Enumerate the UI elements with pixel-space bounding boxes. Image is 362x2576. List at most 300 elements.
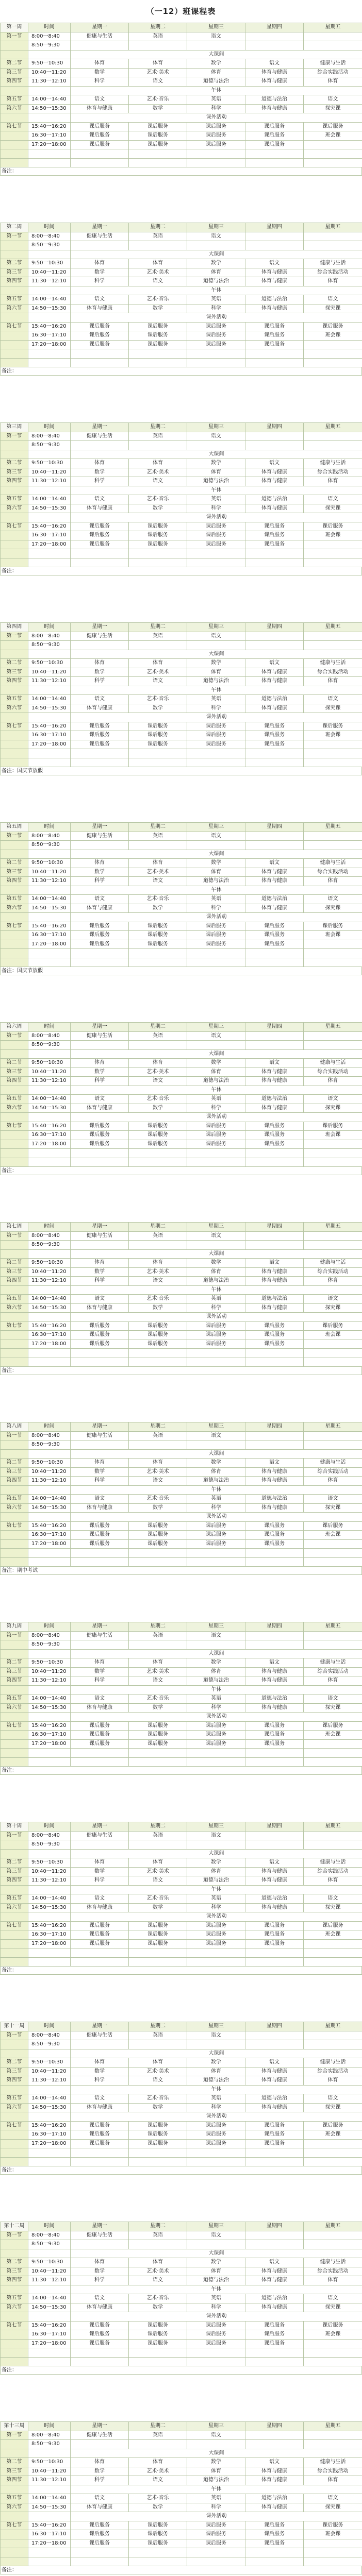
time-cell — [28, 286, 71, 295]
column-header: 星期四 — [245, 223, 304, 232]
period-cell — [1, 1539, 28, 1549]
subject-cell: 数学 — [129, 1703, 187, 1713]
empty-cell — [187, 1349, 245, 1358]
empty-cell — [187, 1158, 245, 1167]
subject-cell: 科学 — [71, 277, 129, 286]
week-label: 第十三周 — [1, 2422, 28, 2431]
time-cell: 8:50一9:30 — [28, 241, 71, 250]
subject-cell: 课后服务 — [245, 740, 304, 749]
empty-cell — [28, 558, 71, 567]
time-cell — [28, 1449, 71, 1459]
subject-cell: 语文 — [129, 277, 187, 286]
week-note: 备注： — [0, 167, 362, 176]
subject-cell: 班会课 — [304, 1531, 362, 1540]
subject-cell: 语文 — [187, 1831, 245, 1840]
subject-cell: 体育与健康 — [245, 2103, 304, 2112]
subject-cell: 课后服务 — [129, 131, 187, 141]
empty-cell — [304, 1349, 362, 1358]
period-cell: 第三节 — [1, 2067, 28, 2076]
subject-cell: 健康与生活 — [304, 659, 362, 668]
period-cell — [1, 531, 28, 540]
subject-cell: 健康与生活 — [304, 859, 362, 868]
subject-cell: 课后服务 — [187, 1122, 245, 1131]
subject-cell: 课后服务 — [304, 1122, 362, 1131]
period-cell — [1, 441, 28, 450]
table-row — [1, 1539, 362, 1549]
table-row — [1, 2330, 362, 2340]
empty-cell — [1, 1158, 28, 1167]
empty-cell — [1, 549, 28, 558]
subject-cell: 课后服务 — [187, 2530, 245, 2539]
subject-cell: 课后服务 — [245, 931, 304, 940]
subject-cell: 语文 — [129, 1077, 187, 1086]
subject-cell: 数学 — [129, 704, 187, 713]
subject-cell: 道德与法治 — [187, 1477, 245, 1486]
subject-cell: 课后服务 — [187, 2139, 245, 2148]
subject-cell: 科学 — [187, 2103, 245, 2112]
break-label: 午休 — [71, 1485, 362, 1495]
time-cell: 11:30一12:10 — [28, 277, 71, 286]
column-header: 星期三 — [187, 223, 245, 232]
table-row — [1, 1140, 362, 1149]
subject-cell: 课后服务 — [245, 2330, 304, 2340]
subject-cell — [245, 2231, 304, 2240]
subject-cell: 课后服务 — [129, 1331, 187, 1340]
subject-cell: 课后服务 — [304, 122, 362, 131]
subject-cell: 课后服务 — [304, 2121, 362, 2130]
subject-cell: 道德与法治 — [245, 1095, 304, 1104]
table-row — [1, 1358, 362, 1367]
subject-cell: 班会课 — [304, 531, 362, 540]
subject-cell: 健康与生活 — [71, 1031, 129, 1041]
subject-cell: 科学 — [187, 1903, 245, 1912]
subject-cell: 科学 — [71, 2076, 129, 2086]
subject-cell: 课后服务 — [187, 540, 245, 549]
table-row — [1, 2157, 362, 2166]
subject-cell: 体育 — [304, 2476, 362, 2485]
subject-cell: 科学 — [187, 104, 245, 113]
period-cell: 第六节 — [1, 1104, 28, 1113]
time-cell: 14:00一14:40 — [28, 1894, 71, 1904]
break-label: 午休 — [71, 686, 362, 695]
subject-cell: 课后服务 — [187, 731, 245, 740]
empty-cell — [187, 2148, 245, 2158]
subject-cell — [187, 2240, 245, 2249]
subject-cell: 课后服务 — [129, 1739, 187, 1749]
period-cell — [1, 450, 28, 459]
table-row — [1, 68, 362, 77]
period-cell — [1, 1840, 28, 1850]
column-header: 时间 — [28, 223, 71, 232]
column-header: 时间 — [28, 423, 71, 432]
subject-cell — [129, 1440, 187, 1450]
subject-cell: 体育 — [187, 1867, 245, 1876]
table-row — [1, 95, 362, 105]
subject-cell: 课后服务 — [71, 140, 129, 149]
table-row — [1, 2530, 362, 2539]
subject-cell: 健康与生活 — [304, 2258, 362, 2267]
subject-cell: 体育与健康 — [71, 2303, 129, 2312]
time-cell: 8:00一8:40 — [28, 632, 71, 641]
column-header: 星期四 — [245, 1622, 304, 1632]
subject-cell: 体育与健康 — [245, 868, 304, 877]
table-row — [1, 1295, 362, 1304]
subject-cell: 健康与生活 — [71, 632, 129, 641]
empty-cell — [304, 2148, 362, 2158]
subject-cell: 语文 — [245, 1459, 304, 1468]
time-cell: 17:20一18:00 — [28, 340, 71, 349]
subject-cell: 课后服务 — [129, 1721, 187, 1731]
subject-cell: 道德与法治 — [187, 877, 245, 886]
subject-cell: 课后服务 — [71, 1739, 129, 1749]
table-row — [1, 286, 362, 295]
column-header: 星期四 — [245, 2222, 304, 2231]
table-row — [1, 2148, 362, 2158]
time-cell: 8:50一9:30 — [28, 2240, 71, 2249]
column-header: 星期一 — [71, 23, 129, 32]
period-cell: 第一节 — [1, 232, 28, 241]
subject-cell: 课后服务 — [187, 1140, 245, 1149]
subject-cell: 课后服务 — [71, 2139, 129, 2148]
column-header: 星期三 — [187, 1822, 245, 1832]
table-row — [1, 1321, 362, 1331]
empty-cell — [71, 949, 129, 958]
break-label: 课外活动 — [71, 1113, 362, 1122]
subject-cell: 班会课 — [304, 2530, 362, 2539]
time-cell: 8:50一9:30 — [28, 2040, 71, 2049]
subject-cell: 课后服务 — [245, 1340, 304, 1349]
time-cell: 8:50一9:30 — [28, 1440, 71, 1450]
time-cell: 14:00一14:40 — [28, 295, 71, 304]
subject-cell: 综合实践活动 — [304, 1667, 362, 1676]
subject-cell: 数学 — [71, 868, 129, 877]
subject-cell: 科学 — [187, 2503, 245, 2512]
time-cell: 8:00一8:40 — [28, 832, 71, 841]
empty-cell — [71, 1349, 129, 1358]
table-row — [1, 1303, 362, 1313]
time-cell — [28, 650, 71, 659]
empty-cell — [28, 2148, 71, 2158]
subject-cell — [245, 1241, 304, 1250]
subject-cell: 体育 — [129, 1459, 187, 1468]
period-cell: 第五节 — [1, 895, 28, 904]
schedule-table — [0, 1022, 362, 1167]
empty-cell — [28, 1149, 71, 1158]
table-row — [1, 1431, 362, 1440]
period-cell — [1, 713, 28, 722]
subject-cell: 体育 — [187, 1667, 245, 1676]
subject-cell: 探究课 — [304, 104, 362, 113]
subject-cell: 数学 — [129, 304, 187, 313]
empty-cell — [28, 158, 71, 167]
empty-cell — [1, 2557, 28, 2566]
subject-cell: 体育与健康 — [245, 2076, 304, 2086]
subject-cell: 体育 — [71, 859, 129, 868]
subject-cell: 体育 — [304, 677, 362, 686]
column-header: 时间 — [28, 1822, 71, 1832]
schedule-table — [0, 2421, 362, 2566]
period-cell: 第五节 — [1, 2094, 28, 2104]
subject-cell: 课后服务 — [187, 1939, 245, 1948]
schedule-table — [0, 422, 362, 567]
subject-cell: 体育与健康 — [245, 504, 304, 513]
table-row — [1, 1930, 362, 1940]
subject-cell: 课后服务 — [187, 2130, 245, 2140]
empty-cell — [187, 158, 245, 167]
empty-cell — [28, 1158, 71, 1167]
table-row — [1, 41, 362, 50]
subject-cell: 课后服务 — [304, 2521, 362, 2530]
table-row — [1, 495, 362, 504]
time-cell: 9:50一10:30 — [28, 1858, 71, 1868]
subject-cell: 语文 — [71, 95, 129, 105]
subject-cell — [129, 1640, 187, 1650]
period-cell — [1, 650, 28, 659]
column-header: 星期五 — [304, 23, 362, 32]
subject-cell: 语文 — [71, 2494, 129, 2503]
subject-cell — [187, 241, 245, 250]
time-cell: 17:20一18:00 — [28, 2139, 71, 2148]
subject-cell — [129, 41, 187, 50]
subject-cell: 英语 — [187, 1095, 245, 1104]
table-row — [1, 2303, 362, 2312]
subject-cell: 课后服务 — [187, 1721, 245, 1731]
time-cell — [28, 313, 71, 323]
subject-cell: 科学 — [187, 904, 245, 913]
empty-cell — [187, 1549, 245, 1558]
subject-cell: 课后服务 — [187, 531, 245, 540]
time-cell: 16:30一17:10 — [28, 131, 71, 141]
subject-cell — [245, 232, 304, 241]
table-row — [1, 1349, 362, 1358]
subject-cell: 体育与健康 — [245, 2067, 304, 2076]
subject-cell: 艺术·美术 — [129, 2067, 187, 2076]
period-cell — [1, 140, 28, 149]
subject-cell: 体育 — [187, 868, 245, 877]
subject-cell: 语文 — [304, 1694, 362, 1704]
empty-cell — [1, 758, 28, 767]
time-cell: 11:30一12:10 — [28, 1277, 71, 1286]
subject-cell: 健康与生活 — [304, 1259, 362, 1268]
schedule-table — [0, 1222, 362, 1367]
subject-cell — [187, 1041, 245, 1050]
table-row — [1, 2067, 362, 2076]
subject-cell — [245, 2431, 304, 2440]
column-header: 星期二 — [129, 2422, 187, 2431]
subject-cell: 英语 — [187, 2494, 245, 2503]
subject-cell: 课后服务 — [71, 931, 129, 940]
time-cell: 14:00一14:40 — [28, 495, 71, 504]
table-row — [1, 2103, 362, 2112]
table-row — [1, 2557, 362, 2566]
subject-cell: 课后服务 — [129, 531, 187, 540]
time-cell: 14:50一15:30 — [28, 1703, 71, 1713]
empty-cell — [187, 2557, 245, 2566]
empty-cell — [1, 949, 28, 958]
time-cell: 9:50一10:30 — [28, 2458, 71, 2467]
column-header: 星期三 — [187, 2222, 245, 2231]
schedule-table — [0, 2022, 362, 2166]
table-row — [1, 1285, 362, 1295]
subject-cell: 课后服务 — [129, 2530, 187, 2539]
period-cell: 第五节 — [1, 1894, 28, 1904]
column-header: 星期五 — [304, 2422, 362, 2431]
subject-cell: 课后服务 — [71, 522, 129, 531]
subject-cell: 科学 — [71, 477, 129, 486]
table-row — [1, 241, 362, 250]
subject-cell: 课后服务 — [71, 731, 129, 740]
subject-cell: 课后服务 — [245, 540, 304, 549]
subject-cell: 语文 — [187, 2231, 245, 2240]
empty-cell — [245, 1557, 304, 1567]
time-cell: 8:50一9:30 — [28, 1840, 71, 1850]
subject-cell: 课后服务 — [129, 331, 187, 341]
subject-cell: 体育 — [71, 2058, 129, 2067]
subject-cell: 课后服务 — [71, 1321, 129, 1331]
subject-cell: 课后服务 — [129, 2330, 187, 2340]
period-cell — [1, 2330, 28, 2340]
subject-cell — [71, 1041, 129, 1050]
subject-cell: 道德与法治 — [187, 2076, 245, 2086]
period-cell: 第六节 — [1, 2503, 28, 2512]
period-cell — [1, 1331, 28, 1340]
empty-cell — [129, 2557, 187, 2566]
subject-cell — [304, 632, 362, 641]
empty-cell — [71, 158, 129, 167]
empty-cell — [245, 1149, 304, 1158]
empty-cell — [71, 2148, 129, 2158]
subject-cell: 科学 — [187, 1104, 245, 1113]
empty-cell — [304, 2548, 362, 2557]
table-row — [1, 1658, 362, 1668]
time-cell: 14:50一15:30 — [28, 1303, 71, 1313]
empty-cell — [71, 758, 129, 767]
table-row — [1, 140, 362, 149]
subject-cell: 体育 — [129, 1858, 187, 1868]
subject-cell: 体育 — [71, 1858, 129, 1868]
time-cell: 16:30一17:10 — [28, 1131, 71, 1140]
subject-cell: 班会课 — [304, 2330, 362, 2340]
subject-cell — [187, 1440, 245, 1450]
subject-cell: 英语 — [187, 495, 245, 504]
subject-cell: 体育与健康 — [245, 2476, 304, 2485]
period-cell — [1, 740, 28, 749]
time-cell: 11:30一12:10 — [28, 2276, 71, 2285]
time-cell — [28, 1885, 71, 1894]
subject-cell: 体育 — [129, 2258, 187, 2267]
period-cell: 第五节 — [1, 495, 28, 504]
subject-cell: 艺术·美术 — [129, 668, 187, 677]
subject-cell: 课后服务 — [129, 522, 187, 531]
subject-cell: 课后服务 — [129, 931, 187, 940]
period-cell — [1, 1086, 28, 1095]
time-cell — [28, 2285, 71, 2294]
subject-cell: 数学 — [187, 2258, 245, 2267]
subject-cell: 课后服务 — [71, 322, 129, 331]
subject-cell: 英语 — [129, 1831, 187, 1840]
subject-cell: 综合实践活动 — [304, 2267, 362, 2276]
empty-cell — [304, 158, 362, 167]
break-label: 大课间 — [71, 1649, 362, 1658]
table-row — [1, 1858, 362, 1868]
subject-cell — [304, 1431, 362, 1440]
table-row — [1, 432, 362, 441]
empty-cell — [71, 358, 129, 367]
subject-cell: 体育 — [187, 668, 245, 677]
subject-cell: 课后服务 — [129, 1131, 187, 1140]
period-cell: 第七节 — [1, 2121, 28, 2130]
subject-cell — [71, 1440, 129, 1450]
subject-cell: 语文 — [71, 1495, 129, 1504]
subject-cell: 课后服务 — [304, 2321, 362, 2330]
table-row — [1, 641, 362, 650]
subject-cell: 课后服务 — [71, 1731, 129, 1740]
subject-cell: 课后服务 — [187, 322, 245, 331]
period-cell — [1, 241, 28, 250]
subject-cell: 班会课 — [304, 1331, 362, 1340]
subject-cell: 科学 — [187, 1703, 245, 1713]
column-header: 星期五 — [304, 2222, 362, 2231]
time-cell: 8:50一9:30 — [28, 441, 71, 450]
subject-cell: 课后服务 — [129, 2339, 187, 2348]
empty-cell — [28, 1549, 71, 1558]
subject-cell — [245, 441, 304, 450]
table-row — [1, 877, 362, 886]
time-cell: 14:00一14:40 — [28, 895, 71, 904]
table-header-row — [1, 223, 362, 232]
subject-cell — [187, 41, 245, 50]
time-cell: 14:50一15:30 — [28, 504, 71, 513]
empty-cell — [28, 2548, 71, 2557]
page-title: （一12）班课程表 — [146, 7, 216, 16]
break-label: 课外活动 — [71, 1513, 362, 1522]
empty-cell — [187, 549, 245, 558]
time-cell: 17:20一18:00 — [28, 1939, 71, 1948]
subject-cell: 课后服务 — [71, 1521, 129, 1531]
subject-cell: 数学 — [129, 104, 187, 113]
subject-cell: 课后服务 — [129, 2521, 187, 2530]
period-cell: 第四节 — [1, 2076, 28, 2086]
table-row — [1, 1241, 362, 1250]
empty-cell — [71, 1158, 129, 1167]
period-cell — [1, 1340, 28, 1349]
time-cell: 14:50一15:30 — [28, 2103, 71, 2112]
subject-cell: 课后服务 — [71, 1131, 129, 1140]
subject-cell: 艺术·美术 — [129, 468, 187, 477]
subject-cell — [304, 1231, 362, 1241]
subject-cell — [245, 2040, 304, 2049]
empty-cell — [245, 1549, 304, 1558]
time-cell: 11:30一12:10 — [28, 477, 71, 486]
subject-cell: 课后服务 — [129, 1531, 187, 1540]
table-row — [1, 1149, 362, 1158]
subject-cell: 语文 — [71, 1694, 129, 1704]
subject-cell: 课后服务 — [129, 2130, 187, 2140]
table-row — [1, 1477, 362, 1486]
subject-cell — [245, 32, 304, 41]
column-header: 星期五 — [304, 1422, 362, 1432]
period-cell — [1, 2130, 28, 2140]
empty-cell — [28, 1349, 71, 1358]
subject-cell: 课后服务 — [187, 931, 245, 940]
period-cell — [1, 131, 28, 141]
subject-cell: 班会课 — [304, 731, 362, 740]
period-cell: 第五节 — [1, 1495, 28, 1504]
subject-cell: 数学 — [129, 504, 187, 513]
empty-cell — [1, 149, 28, 159]
subject-cell: 语文 — [129, 1477, 187, 1486]
subject-cell: 综合实践活动 — [304, 268, 362, 277]
